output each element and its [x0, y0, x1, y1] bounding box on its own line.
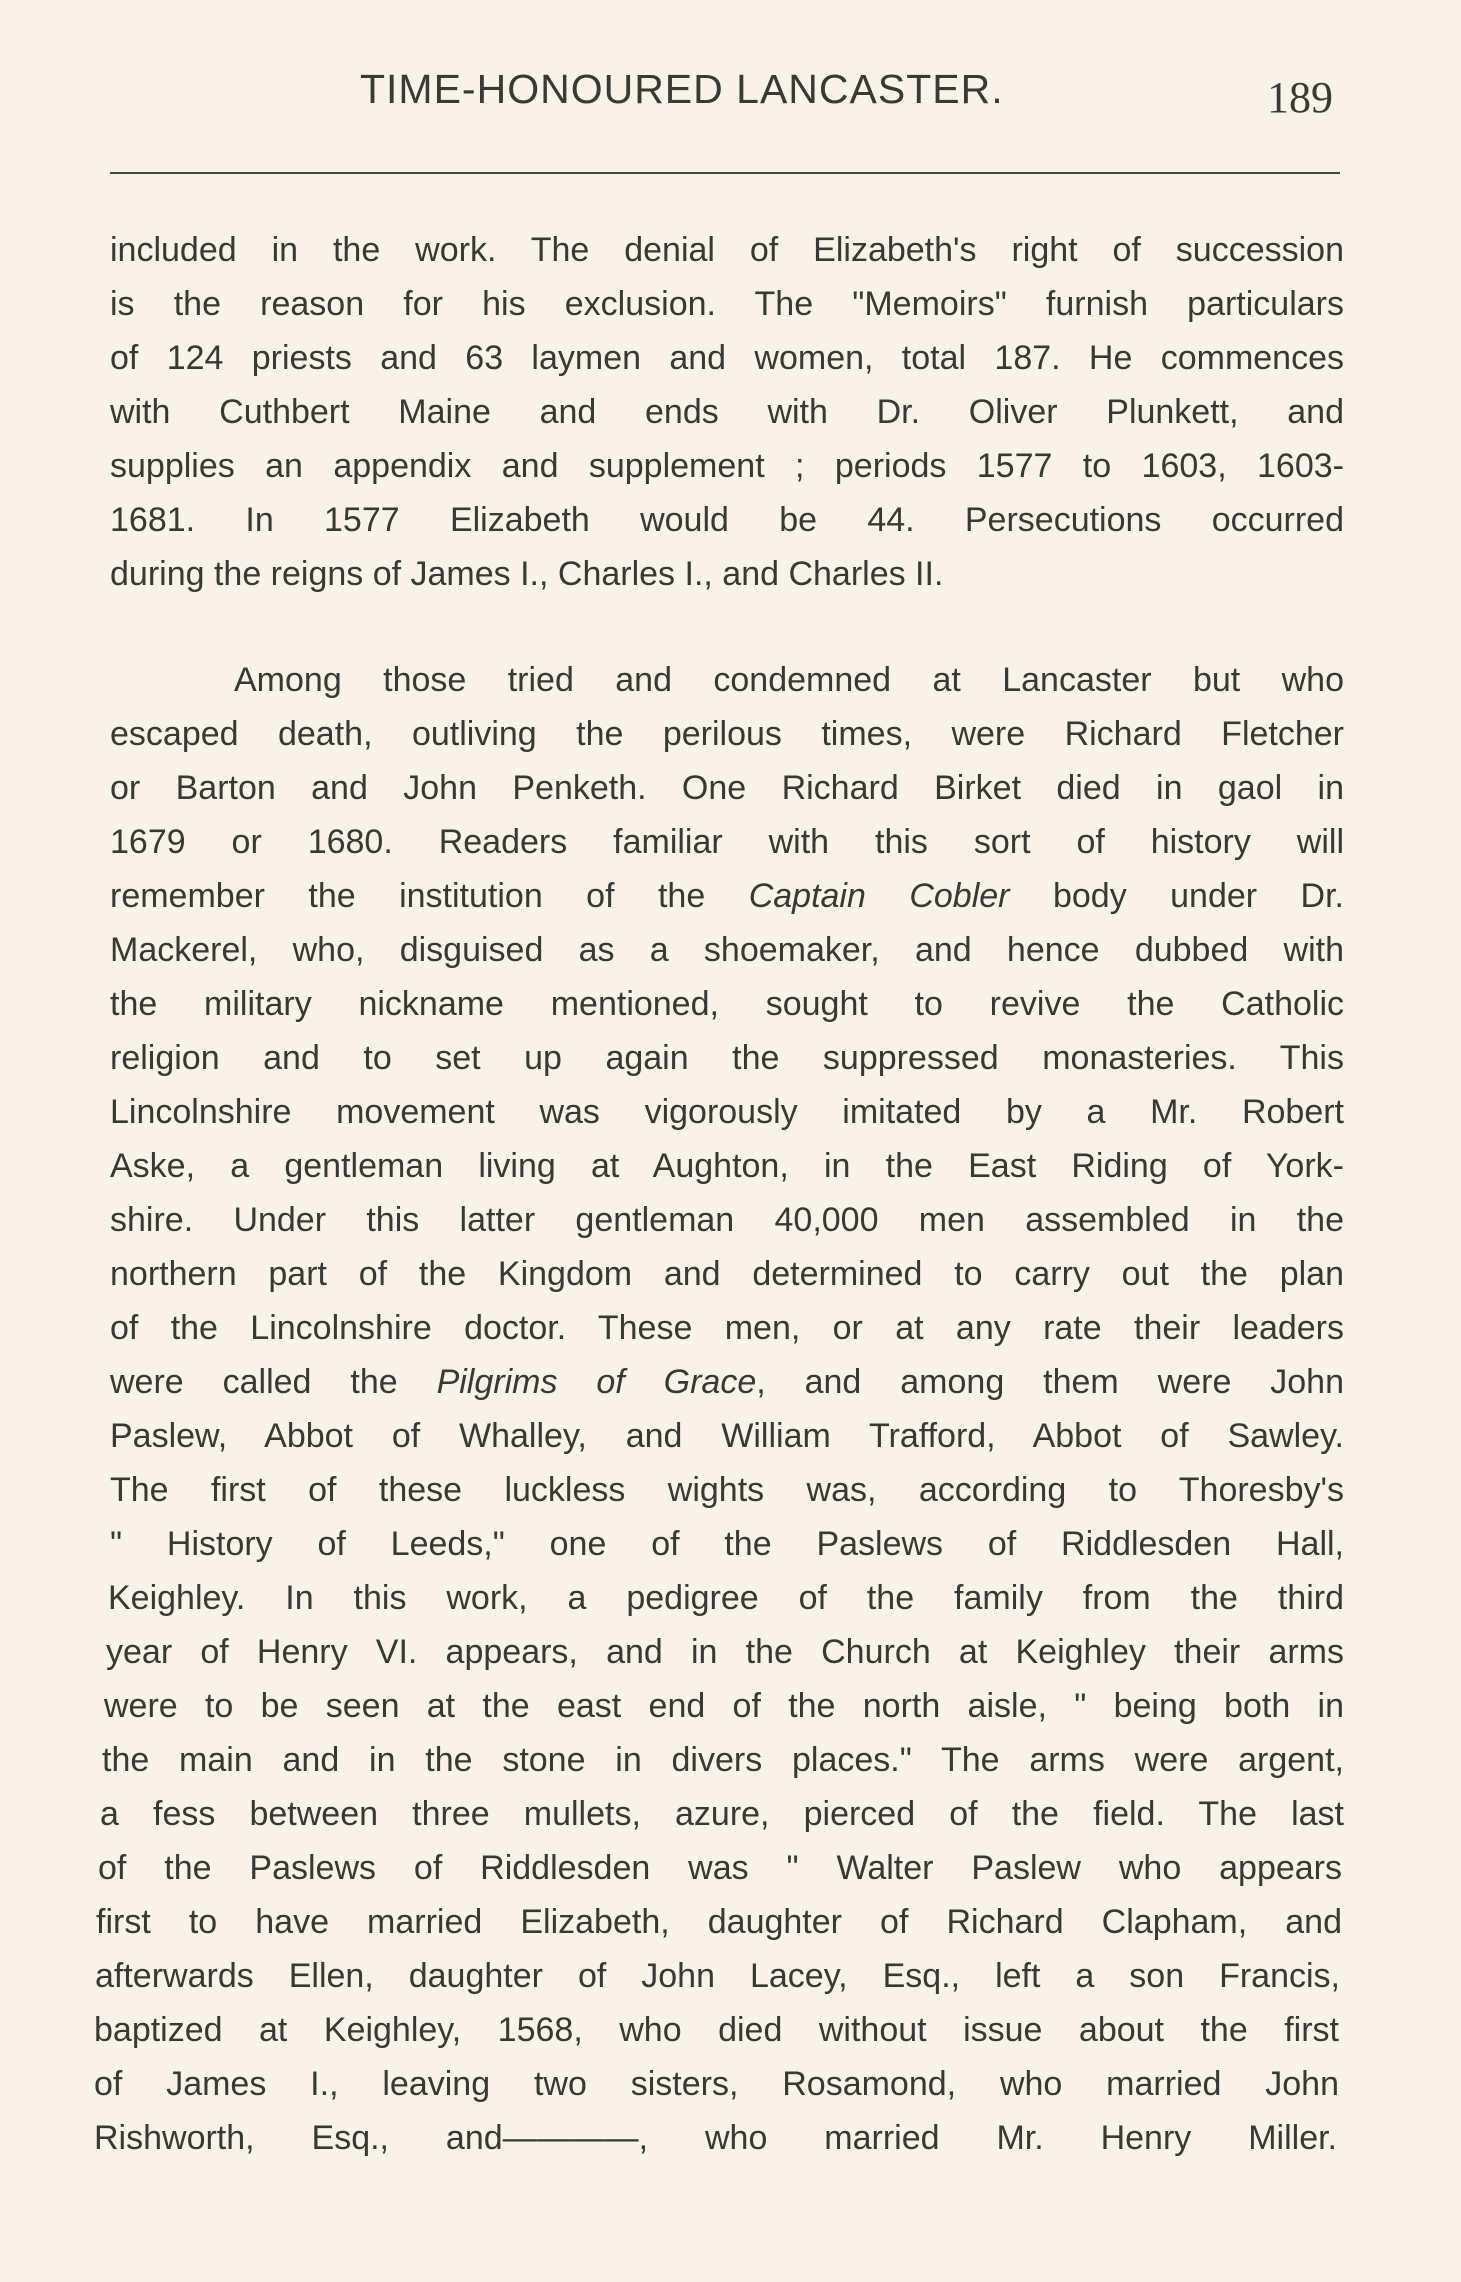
text-line: Lincolnshire movement was vigorously imitated by a Mr. Robert	[110, 1093, 1344, 1131]
text-line: shire. Under this latter gentleman 40,000 men assembled in the	[110, 1201, 1344, 1239]
text-line: of 124 priests and 63 laymen and women, total 187. He commences	[110, 339, 1344, 377]
page-number: 189	[1267, 73, 1333, 122]
text-line: Paslew, Abbot of Whalley, and William Trafford, Abbot of Sawley.	[110, 1417, 1344, 1455]
text-segment: , and among them were John	[756, 1363, 1344, 1401]
text-line: 1681. In 1577 Elizabeth would be 44. Persecutions occurred	[110, 501, 1344, 539]
text-line: first to have married Elizabeth, daughter of Richard Clapham, and	[96, 1903, 1342, 1941]
text-line: escaped death, outliving the perilous times, were Richard Fletcher	[110, 715, 1344, 753]
text-line: the main and in the stone in divers places." The arms were argent,	[102, 1741, 1344, 1779]
italic-phrase: Pilgrims of Grace	[436, 1363, 757, 1401]
text-line: religion and to set up again the suppressed monasteries. This	[110, 1039, 1344, 1077]
text-line-with-italic	[110, 1357, 1344, 1407]
text-line: Rishworth, Esq., and————, who married Mr. Henry Miller.	[94, 2119, 1337, 2157]
text-segment: remember the institution of the	[110, 877, 749, 915]
text-line: included in the work. The denial of Elizabeth's right of succession	[110, 231, 1344, 269]
text-line: baptized at Keighley, 1568, who died without issue about the first	[94, 2011, 1339, 2049]
text-line: of the Paslews of Riddlesden was " Walter Paslew who appears	[98, 1849, 1342, 1887]
running-title: TIME-HONOURED LANCASTER.	[360, 66, 1004, 112]
header-rule	[110, 172, 1340, 174]
text-line: is the reason for his exclusion. The "Memoirs" furnish particulars	[110, 285, 1344, 323]
text-line: with Cuthbert Maine and ends with Dr. Oliver Plunkett, and	[110, 393, 1344, 431]
text-line: were to be seen at the east end of the north aisle, " being both in	[104, 1687, 1344, 1725]
text-line: " History of Leeds," one of the Paslews of Riddlesden Hall,	[110, 1525, 1344, 1563]
text-segment: body under Dr.	[1009, 877, 1344, 915]
text-line: afterwards Ellen, daughter of John Lacey, Esq., left a son Francis,	[95, 1957, 1340, 1995]
text-line: of the Lincolnshire doctor. These men, or at any rate their leaders	[110, 1309, 1344, 1347]
text-line: a fess between three mullets, azure, pierced of the field. The last	[100, 1795, 1344, 1833]
text-line: or Barton and John Penketh. One Richard Birket died in gaol in	[110, 769, 1344, 807]
text-line: northern part of the Kingdom and determined to carry out the plan	[110, 1255, 1344, 1293]
text-line: 1679 or 1680. Readers familiar with this sort of history will	[110, 823, 1344, 861]
text-line: year of Henry VI. appears, and in the Church at Keighley their arms	[106, 1633, 1344, 1671]
italic-phrase: Captain Cobler	[748, 877, 1010, 915]
text-line: Keighley. In this work, a pedigree of the family from the third	[108, 1579, 1344, 1617]
text-line: The first of these luckless wights was, according to Thoresby's	[110, 1471, 1344, 1509]
text-line: the military nickname mentioned, sought to revive the Catholic	[110, 985, 1344, 1023]
text-line: of James I., leaving two sisters, Rosamond, who married John	[94, 2065, 1339, 2103]
text-line-with-italic	[110, 871, 1344, 921]
text-line: Mackerel, who, disguised as a shoemaker, and hence dubbed with	[110, 931, 1344, 969]
text-line: supplies an appendix and supplement ; periods 1577 to 1603, 1603-	[110, 447, 1344, 485]
text-line: Among those tried and condemned at Lancaster but who	[234, 661, 1344, 699]
text-line: Aske, a gentleman living at Aughton, in the East Riding of York-	[110, 1147, 1344, 1185]
text-segment: were called the	[110, 1363, 437, 1401]
text-line: during the reigns of James I., Charles I., and Charles II.	[110, 555, 944, 593]
